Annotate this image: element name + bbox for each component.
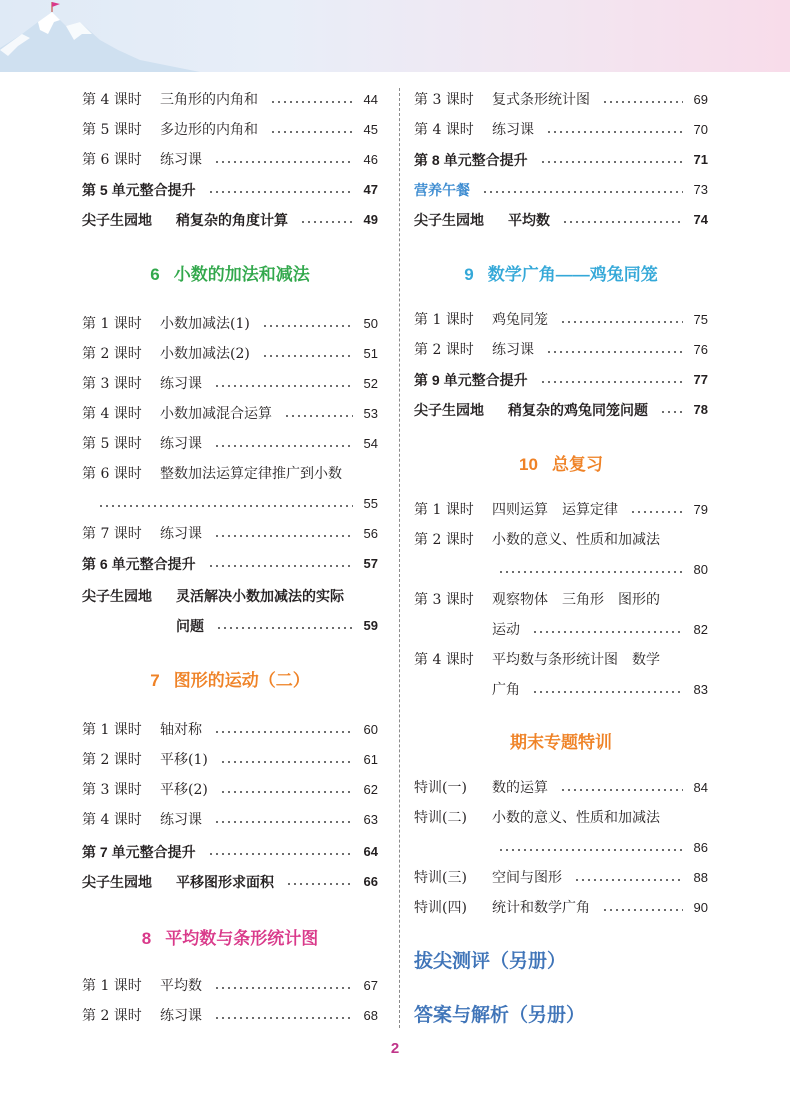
toc-entry[interactable] bbox=[82, 148, 378, 172]
lesson-title: 空间与图形 bbox=[492, 870, 562, 886]
lesson-title: 数的运算 bbox=[492, 780, 548, 796]
page-number: 49 bbox=[363, 212, 378, 227]
lesson-title: 小数加减混合运算 bbox=[160, 406, 272, 422]
page-number: 77 bbox=[693, 372, 708, 387]
leader-dots bbox=[220, 761, 353, 763]
page-number: 66 bbox=[363, 874, 378, 889]
leader-dots bbox=[208, 191, 353, 193]
unit-heading-8[interactable] bbox=[82, 924, 378, 949]
toc-entry-top-student[interactable] bbox=[82, 208, 378, 232]
lesson-title: 平移(2) bbox=[160, 782, 208, 798]
page-number: 50 bbox=[363, 316, 378, 331]
page-number: 64 bbox=[363, 844, 378, 859]
column-divider bbox=[399, 88, 400, 1028]
leader-dots bbox=[262, 325, 353, 327]
training-label: 特训(四) bbox=[414, 900, 467, 916]
page-number: 46 bbox=[363, 152, 378, 167]
leader-dots bbox=[214, 731, 353, 733]
lesson-label: 第 5 课时 bbox=[82, 122, 142, 138]
lesson-title: 练习课 bbox=[160, 436, 202, 452]
leader-dots bbox=[208, 565, 353, 567]
leader-dots bbox=[602, 909, 683, 911]
training-label: 特训(二) bbox=[414, 810, 467, 826]
lesson-title: 练习课 bbox=[160, 152, 202, 168]
unit-review-label: 第 8 单元整合提升 bbox=[414, 152, 528, 168]
toc-entry[interactable] bbox=[414, 118, 708, 142]
page-number: 57 bbox=[363, 556, 378, 571]
page-number: 67 bbox=[363, 978, 378, 993]
leader-dots bbox=[574, 879, 683, 881]
leader-dots bbox=[498, 571, 683, 573]
lesson-label: 第 2 课时 bbox=[82, 1008, 142, 1024]
training-label: 特训(一) bbox=[414, 780, 467, 796]
top-assessment-link[interactable]: 拔尖测评（另册） bbox=[414, 951, 567, 972]
lesson-title: 练习课 bbox=[160, 376, 202, 392]
toc-entry-unit-review[interactable] bbox=[414, 368, 708, 392]
leader-dots bbox=[560, 789, 683, 791]
leader-dots bbox=[546, 131, 683, 133]
nutrition-lunch-label: 营养午餐 bbox=[414, 182, 470, 198]
page-number: 70 bbox=[693, 122, 708, 137]
training-label: 特训(三) bbox=[414, 870, 467, 886]
page-number: 80 bbox=[693, 562, 708, 577]
leader-dots bbox=[498, 849, 683, 851]
toc-entry-continuation[interactable] bbox=[82, 492, 378, 516]
unit-title: 总复习 bbox=[551, 455, 603, 474]
page-number: 51 bbox=[363, 346, 378, 361]
toc-entry[interactable] bbox=[414, 588, 708, 612]
toc-entry-top-student[interactable] bbox=[82, 870, 378, 894]
toc-entry-top-student[interactable] bbox=[414, 398, 708, 422]
lesson-title: 练习课 bbox=[160, 812, 202, 828]
page-number: 47 bbox=[363, 182, 378, 197]
page-number: 71 bbox=[693, 152, 708, 167]
page-number: 54 bbox=[363, 436, 378, 451]
lesson-label: 第 1 课时 bbox=[82, 316, 142, 332]
lesson-title: 稍复杂的角度计算 bbox=[176, 212, 288, 228]
header-banner bbox=[0, 0, 790, 72]
lesson-title-continued: 广角 bbox=[492, 682, 520, 698]
leader-dots bbox=[630, 511, 683, 513]
toc-entry[interactable] bbox=[82, 342, 378, 366]
leader-dots bbox=[560, 321, 683, 323]
page-number: 56 bbox=[363, 526, 378, 541]
answers-link[interactable]: 答案与解析（另册） bbox=[414, 1005, 586, 1026]
lesson-title-continued: 问题 bbox=[176, 618, 204, 634]
page-number: 88 bbox=[693, 870, 708, 885]
lesson-title: 平移图形求面积 bbox=[176, 874, 274, 890]
leader-dots bbox=[300, 221, 353, 223]
leader-dots bbox=[214, 161, 353, 163]
lesson-title: 轴对称 bbox=[160, 722, 202, 738]
unit-title: 图形的运动（二） bbox=[173, 671, 310, 690]
leader-dots bbox=[540, 381, 683, 383]
lesson-title: 平均数 bbox=[160, 978, 202, 994]
leader-dots bbox=[482, 191, 683, 193]
leader-dots bbox=[214, 987, 353, 989]
leader-dots bbox=[562, 221, 683, 223]
page-number: 69 bbox=[693, 92, 708, 107]
lesson-title: 练习课 bbox=[492, 342, 534, 358]
unit-review-label: 第 9 单元整合提升 bbox=[414, 372, 528, 388]
toc-entry[interactable] bbox=[414, 776, 708, 800]
lesson-title: 鸡兔同笼 bbox=[492, 312, 548, 328]
toc-entry[interactable] bbox=[82, 522, 378, 546]
lesson-title: 小数加减法(1) bbox=[160, 316, 250, 332]
unit-title: 小数的加法和减法 bbox=[173, 265, 310, 284]
lesson-title: 观察物体 三角形 图形的 bbox=[492, 592, 660, 608]
page-number: 76 bbox=[693, 342, 708, 357]
leader-dots bbox=[284, 415, 353, 417]
toc-entry[interactable] bbox=[414, 338, 708, 362]
toc-entry[interactable] bbox=[414, 896, 708, 920]
page-number: 86 bbox=[693, 840, 708, 855]
page-number: 78 bbox=[693, 402, 708, 417]
leader-dots bbox=[214, 1017, 353, 1019]
lesson-label: 第 2 课时 bbox=[414, 532, 474, 548]
toc-entry-continuation[interactable] bbox=[492, 836, 708, 860]
page-number: 82 bbox=[693, 622, 708, 637]
lesson-title: 练习课 bbox=[492, 122, 534, 138]
unit-number: 8 bbox=[141, 929, 152, 948]
unit-heading-10[interactable] bbox=[414, 450, 708, 475]
unit-heading-7[interactable] bbox=[82, 666, 378, 691]
page-number: 55 bbox=[363, 496, 378, 511]
unit-heading-9[interactable] bbox=[414, 260, 708, 285]
leader-dots bbox=[208, 853, 353, 855]
unit-number: 9 bbox=[464, 265, 474, 284]
toc-entry-unit-review[interactable] bbox=[82, 840, 378, 864]
final-special-training-heading[interactable] bbox=[414, 728, 708, 753]
page-number: 59 bbox=[363, 618, 378, 633]
lesson-title: 平均数 bbox=[508, 212, 550, 228]
lesson-label: 第 3 课时 bbox=[414, 92, 474, 108]
section-title: 期末专题特训 bbox=[510, 733, 612, 752]
toc-entry[interactable] bbox=[82, 718, 378, 742]
lesson-title: 小数的意义、性质和加减法 bbox=[492, 810, 660, 826]
leader-dots bbox=[532, 631, 683, 633]
unit-review-label: 第 5 单元整合提升 bbox=[82, 182, 196, 198]
lesson-label: 第 3 课时 bbox=[414, 592, 474, 608]
leader-dots bbox=[214, 445, 353, 447]
lesson-label: 第 7 课时 bbox=[82, 526, 142, 542]
toc-entry[interactable] bbox=[82, 808, 378, 832]
lesson-title: 练习课 bbox=[160, 526, 202, 542]
lesson-title: 统计和数学广角 bbox=[492, 900, 590, 916]
leader-dots bbox=[214, 385, 353, 387]
lesson-label: 第 6 课时 bbox=[82, 152, 142, 168]
lesson-label: 第 1 课时 bbox=[82, 978, 142, 994]
lesson-label: 第 4 课时 bbox=[82, 812, 142, 828]
page-number-footer: 2 bbox=[390, 1040, 400, 1057]
unit-title: 平均数与条形统计图 bbox=[165, 929, 319, 948]
leader-dots bbox=[660, 411, 683, 413]
toc-entry-top-student[interactable] bbox=[82, 584, 378, 608]
leader-dots bbox=[286, 883, 353, 885]
lesson-label: 第 1 课时 bbox=[414, 312, 474, 328]
page-number: 52 bbox=[363, 376, 378, 391]
mountain-illustration bbox=[0, 0, 200, 72]
lesson-title: 整数加法运算定律推广到小数 bbox=[160, 466, 342, 482]
toc-entry[interactable] bbox=[82, 88, 378, 112]
lesson-title: 小数加减法(2) bbox=[160, 346, 250, 362]
page-number: 83 bbox=[693, 682, 708, 697]
lesson-label: 第 1 课时 bbox=[414, 502, 474, 518]
toc-entry[interactable] bbox=[82, 1004, 378, 1028]
lesson-title: 四则运算 运算定律 bbox=[492, 502, 618, 518]
leader-dots bbox=[270, 101, 353, 103]
lesson-label: 第 2 课时 bbox=[82, 346, 142, 362]
lesson-label: 第 4 课时 bbox=[82, 406, 142, 422]
lesson-label: 第 6 课时 bbox=[82, 466, 142, 482]
unit-review-label: 第 6 单元整合提升 bbox=[82, 556, 196, 572]
lesson-title: 稍复杂的鸡兔同笼问题 bbox=[508, 402, 648, 418]
leader-dots bbox=[98, 505, 353, 507]
toc-entry[interactable] bbox=[82, 778, 378, 802]
toc-entry[interactable] bbox=[414, 866, 708, 890]
leader-dots bbox=[220, 791, 353, 793]
lesson-title: 平移(1) bbox=[160, 752, 208, 768]
unit-heading-6[interactable] bbox=[82, 260, 378, 285]
page-number: 61 bbox=[363, 752, 378, 767]
lesson-label: 第 1 课时 bbox=[82, 722, 142, 738]
toc-entry-unit-review[interactable] bbox=[82, 552, 378, 576]
toc-entry[interactable] bbox=[414, 648, 708, 672]
toc-entry-continuation[interactable] bbox=[176, 614, 378, 638]
lesson-title: 多边形的内角和 bbox=[160, 122, 258, 138]
toc-entry[interactable] bbox=[82, 432, 378, 456]
page-number: 73 bbox=[693, 182, 708, 197]
toc-entry-continuation[interactable] bbox=[492, 618, 708, 642]
lesson-label: 第 2 课时 bbox=[82, 752, 142, 768]
page-number: 45 bbox=[363, 122, 378, 137]
page-number: 84 bbox=[693, 780, 708, 795]
page-number: 63 bbox=[363, 812, 378, 827]
toc-entry-nutrition-lunch[interactable] bbox=[414, 178, 708, 202]
top-student-label: 尖子生园地 bbox=[414, 402, 484, 418]
lesson-title: 灵活解决小数加减法的实际 bbox=[176, 588, 344, 604]
leader-dots bbox=[546, 351, 683, 353]
toc-entry[interactable] bbox=[414, 498, 708, 522]
toc-entry[interactable] bbox=[414, 308, 708, 332]
page-number: 60 bbox=[363, 722, 378, 737]
unit-number: 10 bbox=[519, 455, 538, 474]
lesson-title: 练习课 bbox=[160, 1008, 202, 1024]
toc-entry[interactable] bbox=[414, 806, 708, 830]
leader-dots bbox=[532, 691, 683, 693]
page-number: 79 bbox=[693, 502, 708, 517]
toc-entry[interactable] bbox=[82, 312, 378, 336]
unit-number: 6 bbox=[150, 265, 160, 284]
page-number: 62 bbox=[363, 782, 378, 797]
page-number: 90 bbox=[693, 900, 708, 915]
lesson-label: 第 3 课时 bbox=[82, 782, 142, 798]
lesson-label: 第 4 课时 bbox=[82, 92, 142, 108]
toc-entry-continuation[interactable] bbox=[492, 678, 708, 702]
unit-title: 数学广角——鸡兔同笼 bbox=[487, 265, 658, 284]
leader-dots bbox=[602, 101, 683, 103]
leader-dots bbox=[262, 355, 353, 357]
lesson-label: 第 2 课时 bbox=[414, 342, 474, 358]
lesson-label: 第 4 课时 bbox=[414, 652, 474, 668]
toc-entry[interactable] bbox=[82, 402, 378, 426]
lesson-title: 三角形的内角和 bbox=[160, 92, 258, 108]
page-number: 68 bbox=[363, 1008, 378, 1023]
toc-entry[interactable] bbox=[82, 974, 378, 998]
toc-entry[interactable] bbox=[82, 462, 378, 486]
toc-entry-continuation[interactable] bbox=[492, 558, 708, 582]
leader-dots bbox=[214, 535, 353, 537]
lesson-title: 平均数与条形统计图 数学 bbox=[492, 652, 660, 668]
toc-entry-top-student[interactable] bbox=[414, 208, 708, 232]
page-number: 75 bbox=[693, 312, 708, 327]
toc-entry[interactable] bbox=[82, 118, 378, 142]
lesson-label: 第 4 课时 bbox=[414, 122, 474, 138]
page-number: 44 bbox=[363, 92, 378, 107]
unit-review-label: 第 7 单元整合提升 bbox=[82, 844, 196, 860]
leader-dots bbox=[216, 627, 353, 629]
lesson-label: 第 5 课时 bbox=[82, 436, 142, 452]
page-number: 74 bbox=[693, 212, 708, 227]
lesson-title: 小数的意义、性质和加减法 bbox=[492, 532, 660, 548]
leader-dots bbox=[270, 131, 353, 133]
lesson-title: 复式条形统计图 bbox=[492, 92, 590, 108]
toc-entry[interactable] bbox=[414, 88, 708, 112]
top-student-label: 尖子生园地 bbox=[82, 874, 152, 890]
lesson-label: 第 3 课时 bbox=[82, 376, 142, 392]
toc-entry[interactable] bbox=[414, 528, 708, 552]
top-student-label: 尖子生园地 bbox=[82, 588, 152, 604]
lesson-title-continued: 运动 bbox=[492, 622, 520, 638]
toc-entry-unit-review[interactable] bbox=[82, 178, 378, 202]
toc-entry[interactable] bbox=[82, 372, 378, 396]
toc-entry-unit-review[interactable] bbox=[414, 148, 708, 172]
unit-number: 7 bbox=[150, 671, 160, 690]
toc-entry[interactable] bbox=[82, 748, 378, 772]
leader-dots bbox=[214, 821, 353, 823]
page-number: 53 bbox=[363, 406, 378, 421]
top-student-label: 尖子生园地 bbox=[82, 212, 152, 228]
leader-dots bbox=[540, 161, 683, 163]
top-student-label: 尖子生园地 bbox=[414, 212, 484, 228]
